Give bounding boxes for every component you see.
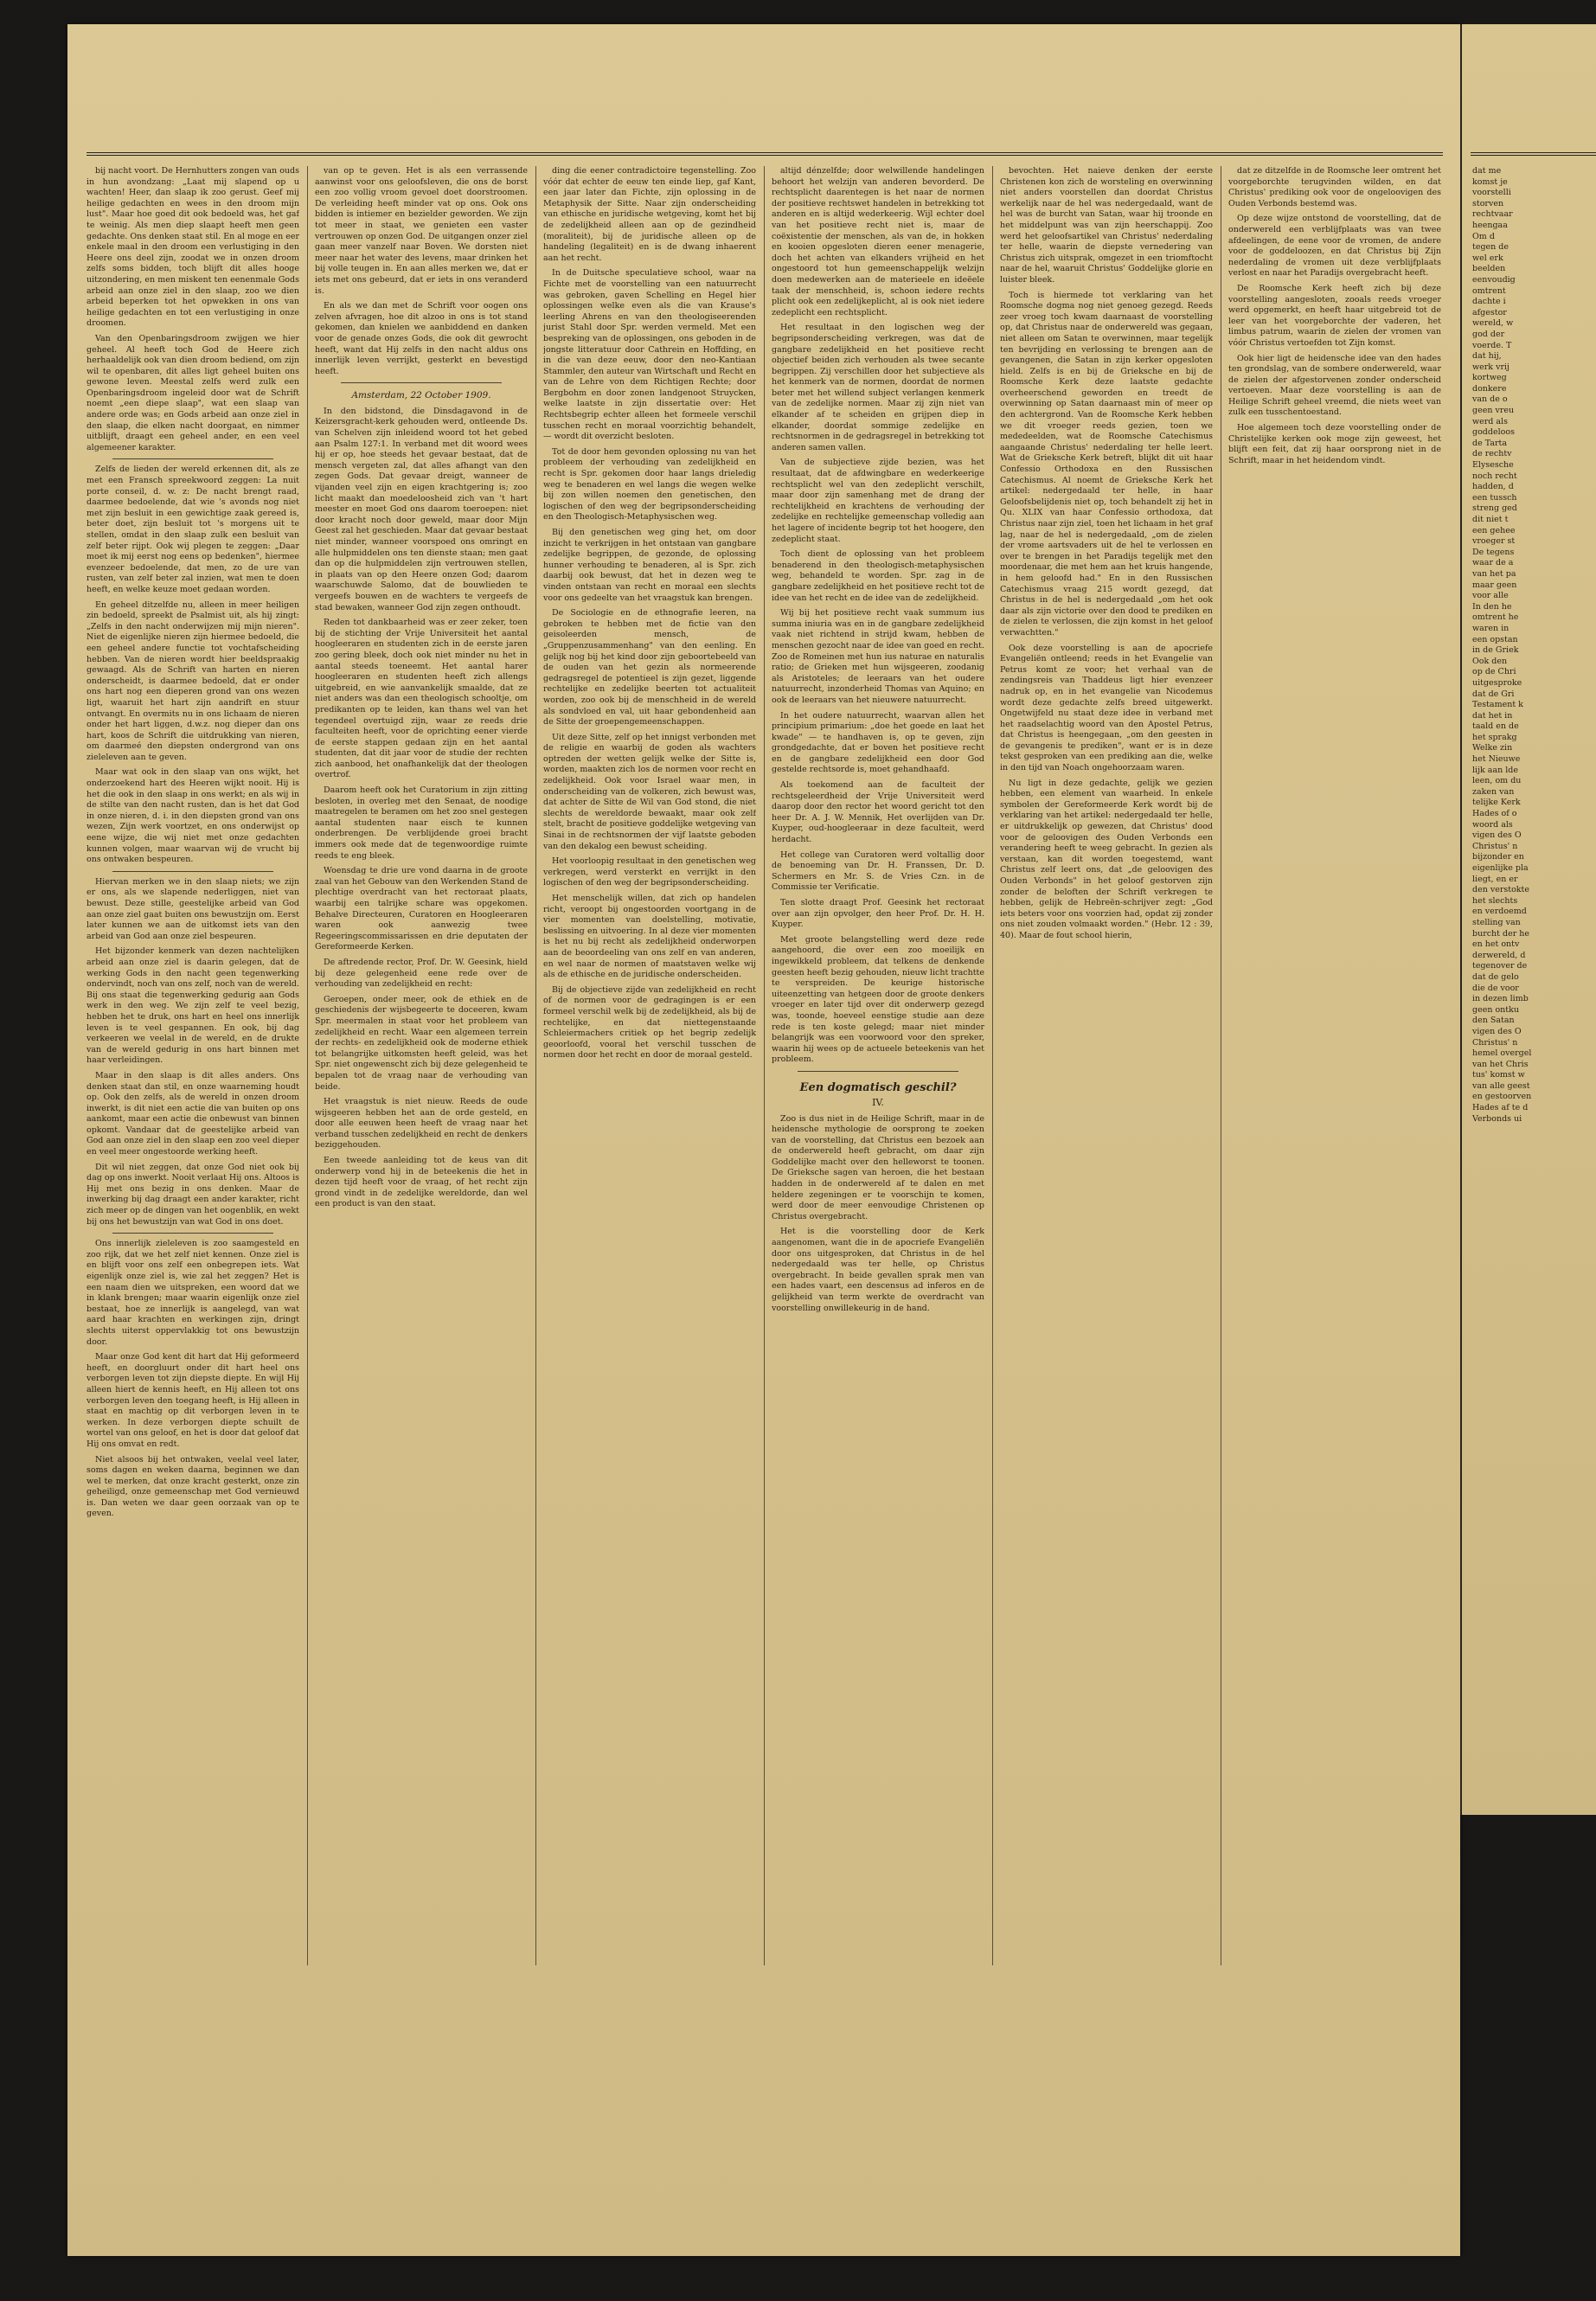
column-rule	[992, 166, 993, 1965]
fragment-line: waren in	[1472, 623, 1509, 633]
paragraph: Zelfs de lieden der wereld erkennen dit, als ze met een Fransch spreekwoord zeggen: La nuit porte conseil, d. w. z: De nacht brengt raad, daarmee bedoelende, dat wie 's avonds nog niet met zijn besluit in een gewichtige zaak gereed is, beter doet, zijn besluit tot 's morgens uit te stellen, omdat in den slaap zulk een besluit van zelf beter rijpt. Ook wij plegen te zeggen: „Daar moet ik mij eerst nog eens op bedenken", hiermee evenzeer bedoelende, dat men, zo de ure van rusten, van zelf beter zal inzien, wat men te doen heeft, en welke keuze moet gedaan worden.	[87, 465, 299, 594]
fragment-line: tegenover de	[1472, 961, 1528, 971]
fragment-line: heengaa	[1472, 220, 1508, 230]
paragraph: Op deze wijze ontstond de voorstelling, dat de onderwereld een verblijfplaats was van twee afdeelingen, de eene voor de vromen, de andere voor de goddeloozen, en dat Christus bij Zijn nederdaling de vromen uit deze verblijfplaats verlost en naar het Paradijs overgebracht heeft.	[1228, 214, 1441, 279]
fragment-line: van het Chris	[1472, 1059, 1529, 1069]
fragment-line: de rechtv	[1472, 449, 1512, 459]
fragment-line: van de o	[1472, 394, 1508, 405]
paragraph: altijd dénzelfde; door welwillende handelingen behoort het welzijn van anderen bevorderd. De rechtsplicht daarentegen is het naar de normen der positieve rechtswet handelen in betrekking tot anderen en is altijd wederkeerig. Wijl echter doel van het positieve recht niet is, maar de coëxistentie der menschen, als van de, in hokken en kooien opgesloten dieren eener menagerie, doch het achten van elkanders vrijheid en het ongestoord tot hun gemeenschappelijk welzijn doen medewerken aan de materieele en ideëele taak der menschheid, is, schoon iedere rechts plicht ook een zedelijkeplicht, al is ook niet iedere zedeplicht een rechtsplicht.	[772, 166, 984, 317]
paragraph: Van den Openbaringsdroom zwijgen we hier geheel. Al heeft toch God de Heere zich herhaaldelijk ook van dien droom bediend, om zijn wil te openbaren, dit alles ligt geheel buiten ons gewone leven. Meestal zelfs werd zulk een Openbaringsdroom ingeleid door wat de Schrift noemt „een diepe slaap", wat een slaap van andere orde was; en Gods arbeid aan onze ziel in den slaap, die elken nacht doorgaat, en nimmer uitblijft, draagt een geheel ander, en een veel algemeener karakter.	[87, 333, 299, 452]
paragraph: Nu ligt in deze gedachte, gelijk we gezien hebben, een element van waarheid. In enkele symbolen der Gereformeerde Kerk wordt bij de verklaring van het artikel: nedergedaald ter helle, er uitdrukkelijk op gewezen, dat Christus' dood voor de geloovigen des Ouden Verbonds een verandering heeft te weeg gebracht. In gezien als verstaan, kan dit worden toegestemd, want Christus zelf leert ons, dat „de geloovigen des Ouden Verbonds" in het geloof gestorven zijn zonder de beloften der Schrift verkregen te hebben, gelijk de Hebreën-schrijver zegt: „God iets beters voor ons voorzien had, opdat zij zonder ons niet zouden volmaakt worden." (Hebr. 12 : 39, 40). Maar de fout school hierin,	[1000, 778, 1213, 940]
column-6	[1228, 166, 1441, 1965]
paragraph: De Roomsche Kerk heeft zich bij deze voorstelling aangesloten, zooals reeds vroeger werd opgemerkt, en heeft haar uitgebreid tot de leer van het voorgeborchte der vaderen, het limbus patrum, waarin de zielen der vromen van vóór Christus vertoefden tot Zijn komst.	[1228, 283, 1441, 348]
paragraph: Toch is hiermede tot verklaring van het Roomsche dogma nog niet genoeg gezegd. Reeds zeer vroeg toch kwam daarnaast de voorstelling op, dat Christus naar de onderwereld was gegaan, niet alleen om Satan te overwinnen, maar tegelijk ten bevrijding en verlossing te brengen aan de gevangenen, die Satan in zijn kerker opgesloten hield. Zelfs is en bij de Grieksche en bij de Roomsche Kerk deze laatste gedachte overheerschend geworden en treedt de overwinning op Satan daarnaast min of meer op den achtergrond. Van de Roomsche Kerk hebben we dit vroeger reeds gezien, toen we mededeelden, wat de Roomsche Catechismus aangaande Christus' nederdaling ter helle leert. Wat de Grieksche Kerk betreft, blijkt dit uit haar Confessio Orthodoxa en den Russischen Catechismus. Al noemt de Grieksche Kerk het artikel: nedergedaald ter helle, in haar Geloofsbelijdenis niet op, toch behandelt zij het in Qu. XLIX van haar Confessio orthodoxa, dat Christus naar zijn ziel, toen het lichaam in het graf lag, naar de hel is nedergedaald, „om de zielen der vrome aartsvaders uit de hel te verlossen en over te brengen in het Paradijs tegelijk met den moordenaar, die met hem aan het kruis hangende, in hem geloofd had." En in den Russischen Catechismus vraag 215 wordt gezegd, dat Christus in de hel is nedergedaald „om het ook daar als zijn victorie over den dood te prediken en de zielen te verlossen, die zijn komst in het geloof verwachtten."	[1000, 290, 1213, 638]
paragraph: Ook deze voorstelling is aan de apocriefe Evangeliën ontleend; reeds in het Evangelie van Petrus komt ze voor; het verhaal van de zendingsreis van Thaddeus ligt hier evenzeer nadruk op, en in het evangelie van Nicodemus wordt deze gedachte zelfs breed uitgewerkt. Ongetwijfeld nu staat deze idee in verband met het raadselachtig woord van den Apostel Petrus, dat Christus is heengegaan, „om den geesten in de gevangenis te prediken", want er is in deze tekst gesproken van een prediking aan die, welke in den tijd van Noach ongehoorzaam waren.	[1000, 643, 1213, 773]
fragment-line: rechtvaar	[1472, 209, 1513, 220]
paragraph: Ten slotte draagt Prof. Geesink het rectoraat over aan zijn opvolger, den heer Prof. Dr. H. H. Kuyper.	[772, 898, 984, 930]
fragment-line: beelden	[1472, 264, 1506, 274]
fragment-line: eigenlijke pla	[1472, 863, 1529, 873]
fragment-line: Testament k	[1472, 700, 1523, 710]
paragraph: Dit wil niet zeggen, dat onze God niet ook bij dag op ons inwerkt. Nooit verlaat Hij ons. Altoos is Hij met ons bezig in ons denken. Maar de inwerking bij dag draagt een ander karakter, richt zich meer op de dingen van het oogenblik, en wekt bij ons het bewustzijn van wat God in ons doet.	[87, 1162, 299, 1227]
fragment-line: voerde. T	[1472, 340, 1512, 350]
paragraph: Daarom heeft ook het Curatorium in zijn zitting besloten, in overleg met den Senaat, de noodige maatregelen te beramen om het zoo snel gestegen aantal studenten naar eisch te kunnen onderbrengen. De verblijdende groei bracht immers ook mede dat de tegenwoordige ruimte reeds te eng bleek.	[315, 785, 528, 861]
fragment-line: derwereld, d	[1472, 950, 1526, 960]
paragraph: In den bidstond, die Dinsdagavond in de Keizersgracht-kerk gehouden werd, ontleende Ds. van Schelven zijn inleidend woord tot het gebed aan Psalm 127:1. In verband met dit woord wees hij er op, hoe steeds het gevaar bestaat, dat de mensch vergeten zal, dat alles afhangt van den zegen Gods. Dat gevaar dreigt, wanneer de vijanden veel zijn en eigen krachtgering is; zoo licht maakt dan moedeloosheid zich van 't hart meester en moet God ons daarom toeroepen: niet door kracht noch door geweld, maar door Mijn Geest zal het geschieden. Maar dat gevaar bestaat niet minder, wanneer voorspoed ons omringt en alle hulpmiddelen ons ten dienste staan; men gaat dan op die hulpmiddelen zijn vertrouwen stellen, in plaats van op den Heere onzen God; daarom waarschuwde Salomo, dat de bouwlieden te vergeefs bouwen en de wachters te vergeefs de stad bewaken, wanneer God zijn zegen onthoudt.	[315, 406, 528, 612]
fragment-line: telijke Kerk	[1472, 798, 1521, 808]
text-columns	[87, 166, 1443, 1965]
paragraph: Van de subjectieve zijde bezien, was het resultaat, dat de afdwingbare en wederkeerige rechtsplicht wel van den zedeplicht verschilt, maar door zijn samenhang met de drang der rechtelijkheid en krachtens de verhouding der zedelijke en rechtelijke gemeenschap volledig aan het lagere of incidente begrip tot het hoogere, den zedeplicht staat.	[772, 458, 984, 544]
fragment-line: waar de a	[1472, 558, 1514, 568]
fragment-line: en verdoemd	[1472, 907, 1527, 917]
fragment-line: en gestoorven	[1472, 1092, 1532, 1102]
fragment-line: dat hij,	[1472, 351, 1502, 362]
fragment-line: vigen des O	[1472, 830, 1522, 841]
fragment-line: een opstan	[1472, 634, 1518, 644]
paragraph: bevochten. Het naieve denken der eerste Christenen kon zich de worsteling en overwinning niet anders voorstellen dan doordat Christus werkelijk naar de hel was nedergedaald, want de hel was de burcht van Satan, waar hij troonde en het middelpunt was van zijn heerschappij. Zoo werd het geloofsartikel van Christus' nederdaling ter helle, waarin de diepste vernedering van Christus zich uitsprak, omgezet in een triomftocht naar de hel, waaruit Christus' Goddelijke glorie en luister bleek.	[1000, 166, 1213, 285]
fragment-line: van alle geest	[1472, 1080, 1530, 1091]
fragment-line: bijzonder en	[1472, 852, 1524, 862]
fragment-line: het Nieuwe	[1472, 754, 1521, 765]
fragment-line: maar geen	[1472, 580, 1517, 590]
fragment-line: omtrent	[1472, 285, 1506, 296]
fragment-line: werd als	[1472, 416, 1508, 426]
paragraph: Toch dient de oplossing van het probleem benaderend in den theologisch-metaphysischen weg, behandeld te worden. Spr. zag in de gangbare zedelijkheid en het positieve recht tot de idee van het recht en de idee van de zedelijkheid.	[772, 549, 984, 603]
paragraph: Wij bij het positieve recht vaak summum ius summa iniuria was en in de gangbare zedelijkheid vaak niet richtend in strijd kwam, hebben de menschen gezocht naar de idee van goed en recht. Zoo de Romeinen met hun ius naturae en naturalis ratio; de Grieken met hun wijsgeeren, zoodanig als Aristoteles; de leeraars van het oudere natuurrecht, inzonderheid Thomas van Aquino; en ook de leeraars van het nieuwere natuurrecht.	[772, 608, 984, 705]
paragraph: Maar onze God kent dit hart dat Hij geformeerd heeft, en doorgluurt onder dit hart heel ons verborgen leven tot zijn diepste diepte. En wijl Hij alleen hiert de kennis heeft, en Hij alleen tot ons verborgen leven den toegang heeft, is Hij alleen in staat en machtig op dit verborgen leven in te werken. In deze verborgen diepte schuilt de wortel van ons geloof, en het is door dat geloof dat Hij ons omvat en redt.	[87, 1352, 299, 1449]
paragraph: dat ze ditzelfde in de Roomsche leer omtrent het voorgeborchte terugvinden wilden, en dat Christus' prediking ook voor de ongeloovigen des Ouden Verbonds bestemd was.	[1228, 166, 1441, 208]
paragraph: Het vraagstuk is niet nieuw. Reeds de oude wijsgeeren hebben het aan de orde gesteld, en door alle eeuwen heen heeft de vraag naar het verband tusschen zedelijkheid en recht de denkers beziggehouden.	[315, 1097, 528, 1150]
fragment-line: burcht der he	[1472, 928, 1530, 939]
fragment-line: goddeloos	[1472, 427, 1515, 438]
paragraph: Met groote belangstelling werd deze rede aangehoord, die over een zoo moeilijk en ingewikkeld probleem, dat telkens de denkende geesten heeft bezig gehouden, nieuw licht trachtte te verspreiden. De keurige historische uiteenzetting van hetgeen door de groote denkers vroeger en later tijd over dit onderwerp gezegd was, toonde, hoeveel eenstige studie aan deze rede is ten koste gelegd; maar niet minder belangrijk was een voorwoord voor den spreker, waarin hij wees op de actueele beteekenis van het probleem.	[772, 934, 984, 1065]
fragment-line: voor alle	[1472, 591, 1509, 601]
paragraph: Reden tot dankbaarheid was er zeer zeker, toen bij de stichting der Vrije Universiteit het aantal hoogleeraren en studenten zich in de eerste jaren zoo gering bleek, doch ook niet minder nu het in aantal steeds toeneemt. Het aantal harer hoogleeraren en studenten heeft zich allengs uitgebreid, en wie aanvankelijk smaalde, dat ze niet anders was dan een theologisch schooltje, om predikanten op te leiden, kan thans wel van het tegendeel overtuigd zijn, waar ze reeds drie faculteiten heeft, voor de oprichting eener vierde de eerste stappen gedaan zijn en het aantal studenten, dat dit jaar voor de studie der rechten zich aanbood, het onafhankelijk dat der theologen overtrof.	[315, 618, 528, 780]
column-2	[315, 166, 528, 1965]
fragment-line: uitgesproke	[1472, 677, 1522, 688]
fragment-line: Christus' n	[1472, 841, 1518, 851]
paragraph: Ook hier ligt de heidensche idee van den hades ten grondslag, van de sombere onderwereld, waar de zielen der afgestorvenen zonder onderscheid vertoeven. Maar deze voorstelling is aan de Heilige Schrift geheel vreemd, die niets weet van zulk een tusschentoestand.	[1228, 353, 1441, 418]
dateline: Amsterdam, 22 October 1909.	[351, 390, 491, 401]
fragment-line: een gehee	[1472, 525, 1516, 535]
paragraph: Tot de door hem gevonden oplossing nu van het probleem der verhouding van zedelijkheid en recht is Spr. gekomen door haar langs drieledig weg te benaderen en wel langs die wegen welke bij zon willen noemen den genetischen, den logischen of den weg der begripsonderscheiding en den Theologisch-Metaphysischen weg.	[543, 446, 756, 522]
section-number: IV.	[872, 1096, 884, 1108]
fragment-line: lijk aan lde	[1472, 765, 1519, 775]
fragment-line: Verbonds ui	[1472, 1113, 1522, 1124]
paragraph: De aftredende rector, Prof. Dr. W. Geesink, hield bij deze gelegenheid eene rede over de verhouding van zedelijkheid en recht:	[315, 957, 528, 990]
fragment-line: storven	[1472, 198, 1504, 208]
fragment-line: dachte i	[1472, 297, 1506, 307]
fragment-line: werk vrij	[1472, 362, 1509, 372]
fragment-line: Welke zin	[1472, 743, 1513, 753]
paragraph: En geheel ditzelfde nu, alleen in meer heiligen zin bedoeld, spreekt de Psalmist uit, als hij zingt: „Zelfs in den nacht onderwijzen mij mijn nieren". Niet de eigenlijke nieren zijn hiermee bedoeld, die een geheel andere functie tot vochtafscheiding hebben. Van de nieren wordt hier beeldspraakig gewaagd. Als de Schrift van harten en nieren onderscheidt, is daarmee bedoeld, dat er onder ons hart nog een dieperen grond van ons wezen ligt, waaruit het hart zijn aandrift en stuur ontvangt. En overmits nu in ons lichaam de nieren onder het hart liggen, d.w.z. nog dieper dan ons hart, koos de Schrift die uitdrukking van nieren, om daarmeé den diepsten ondergrond van ons zieleleven aan te geven.	[87, 599, 299, 762]
paragraph: Ons innerlijk zieleleven is zoo saamgesteld en zoo rijk, dat we het zelf niet kennen. Onze ziel is en blijft voor ons zelf een onbegrepen iets. Wat eigenlijk onze ziel is, wie zal het zeggen? Het is een naam dien we uitspreken, een woord dat we in klank brengen; maar waarin eigenlijk onze ziel bestaat, hoe ze innerlijk is aangelegd, van wat aard haar krachten en werkingen zijn, dringt slechts uiterst oppervlakkig tot ons bewustzijn door.	[87, 1239, 299, 1347]
paragraph: Geroepen, onder meer, ook de ethiek en de geschiedenis der wijsbegeerte te doceeren, kwam Spr. meermalen in staat voor het probleem van zedelijkheid en recht. Waar een algemeen terrein der rechts- en zedelijkheid ook de moderne ethiek tot belangrijke uitkomsten heeft geleid, was het Spr. niet ongewenscht zich bij deze gelegenheid te bepalen tot de vraag naar de verhouding van beide.	[315, 994, 528, 1092]
section-heading: Een dogmatisch geschil?	[799, 1080, 957, 1094]
column-rule	[307, 166, 308, 1965]
column-rule	[764, 166, 765, 1965]
paragraph: Het menschelijk willen, dat zich op handelen richt, veroopt bij ongestoorden voortgang in de vier momenten van doelstelling, motivatie, beslissing en uitvoering. In al deze vier momenten is het nu bij recht als zedelijkheid onderworpen aan de beoordeeling van ons zelf en van anderen, en wel naar de normen of maatstaven welke wij als de ethische en de juridische onderscheiden.	[543, 894, 756, 980]
column-1	[87, 166, 299, 1965]
fragment-line: Om d	[1472, 231, 1495, 241]
fragment-line: de Tarta	[1472, 438, 1508, 448]
paragraph: Hoe algemeen toch deze voorstelling onder de Christelijke kerken ook moge zijn geweest, het blijft een feit, dat zij haar oorsprong niet in de Schrift, maar in het heidendom vindt.	[1228, 423, 1441, 465]
header-double-rule	[87, 152, 1443, 156]
paragraph: De Sociologie en de ethnografie leeren, na gebroken te hebben met de fictie van den geisoleerden mensch, de „Gruppenzusammenhang" van den eenling. En gelijk nog bij het kind door zijn geboortebeeld van de ouden van het gezin als normeerende gedragsregel de potentieel is zijn gezet, liggende rechtelijke en zedelijke beerten tot actualiteit worden, zoo ook bij de menschheid in de wereld als sondvloed en val, uit haar gebondenheid aan de Sitte der groepengemeenschappen.	[543, 608, 756, 727]
fragment-line: komst je	[1472, 176, 1508, 187]
column-rule	[535, 166, 536, 1965]
fragment-line: liegt, en er	[1472, 874, 1518, 884]
fragment-line: Hades af te d	[1472, 1103, 1529, 1113]
paragraph: Zoo is dus niet in de Heilige Schrift, maar in de heidensche mythologie de oorsprong te zoeken van de voorstelling, dat Christus een bezoek aan de onderwereld heeft gebracht, om daar zijn Goddelijke macht over den helleworst te toonen. De Grieksche sagen van heroen, die het bestaan hadden in de onderwereld af te dalen en met heldere zegeningen er te voorschijn te komen, werd door de meer eenvoudige Christenen op Christus overgebracht.	[772, 1113, 984, 1221]
fragment-line: den Satan	[1472, 1016, 1515, 1026]
fragment-line: De tegens	[1472, 547, 1515, 557]
facing-page-text	[1472, 166, 1593, 1125]
fragment-line: eenvoudig	[1472, 274, 1516, 285]
fragment-line: dat de Gri	[1472, 689, 1515, 699]
fragment-line: hemel overgel	[1472, 1048, 1532, 1059]
fragment-line: hadden, d	[1472, 482, 1514, 492]
paragraph: Bij de objectieve zijde van zedelijkheid en recht of de normen voor de gedragingen is er een formeel verschil welk bij de zedelijkheid, als bij de rechtelijke, en dat niettegenstaande Schleiermachers critiek op het begrip zedelijk geoorloofd, vooral het verschil tusschen de normen door het recht en door de moraal gesteld.	[543, 984, 756, 1061]
fragment-line: Elysesche	[1472, 460, 1514, 471]
fragment-line: het slechts	[1472, 895, 1518, 906]
fragment-line: vroeger st	[1472, 536, 1516, 547]
fragment-line: streng ged	[1472, 503, 1517, 514]
paragraph: Maar in den slaap is dit alles anders. Ons denken staat dan stil, en onze waarneming houdt op. Ook den zelfs, als de wereld in onzen droom inwerkt, is dit niet een actie die van buiten op ons aankomt, maar een actie die onbewust van binnen opkomt. Vandaar dat de geestelijke arbeid van God aan onze ziel in den slaap een zoo veel dieper en veel meer ongestoorde werking heeft.	[87, 1070, 299, 1157]
fragment-line: en het ontv	[1472, 939, 1520, 950]
paragraph: Het resultaat in den logischen weg der begripsonderscheiding verkregen, was dat de gangbare zedelijkheid en het positieve recht objectief beiden zich verhouden als twee secante begrippen. Zij verschillen door het subjectieve als het kenmerk van de normen, doordat de normen beter met het willend subject verlangen kenmerk van de zedelijke normen. Maar zij zijn niet van elkander af te scheiden en grijpen diep in elkander, doordat sommige zedelijke en rechtsnormen in de gedragsregel in betrekking tot anderen samen vallen.	[772, 323, 984, 452]
fragment-line: op de Chri	[1472, 667, 1516, 677]
header-double-rule	[1471, 152, 1596, 156]
paragraph: Het bijzonder kenmerk van dezen nachtelijken arbeid aan onze ziel is daarin gelegen, dat de werking Gods in den nacht geen tegenwerking ondervindt, noch van ons zelf, noch van de wereld. Bij ons staat die tegenwerking gedurig aan Gods werk in den weg. We zijn zelf te veel bezig, hebben het te druk, ons hart en heel ons innerlijk leven is te veel gespannen. En ook, bij dag verkeeren we veelal in de wereld, en de drukte van de wereld gedurig in ons hart binnen met haar verleidingen.	[87, 946, 299, 1066]
divider	[798, 1071, 958, 1072]
fragment-line: in dezen limb	[1472, 994, 1529, 1004]
paragraph: Het is die voorstelling door de Kerk aangenomen, want die in de apocriefe Evangeliën door ons uitgesproken, dat Christus in de hel nedergedaald was ter helle, op Christus overgebracht. In beide gevallen sprak men van een hades vaart, een descensus ad inferos en de gelijkheid van term werkte de overdracht van voorstelling onwillekeurig in de hand.	[772, 1227, 984, 1313]
fragment-line: wel erk	[1472, 253, 1503, 263]
fragment-line: woord als	[1472, 819, 1513, 830]
fragment-line: dit niet t	[1472, 515, 1509, 524]
fragment-line: afgestor	[1472, 307, 1507, 317]
divider	[341, 382, 502, 383]
paragraph: ding die eener contradictoire tegenstelling. Zoo vóór dat echter de eeuw ten einde liep, gaf Kant, een jaar later dan Fichte, zijn oplossing in de Metaphysik der Sitte. Naar zijn onderscheiding van ethische en juridische wetgeving, komt het bij de zedelijkheid alleen aan op de gezindheid (moraliteit), bij de juridische alleen op de handeling (legaliteit) en is de dwang inhaerent aan het recht.	[543, 166, 756, 263]
fragment-line: het sprakg	[1472, 732, 1517, 742]
fragment-line: van het pa	[1472, 568, 1516, 579]
fragment-line: kortweg	[1472, 373, 1507, 383]
paragraph: Woensdag te drie ure vond daarna in de groote zaal van het Gebouw van den Werkenden Stand de plechtige overdracht van het rectoraat plaats, waarbij een talrijke schare was opgekomen. Behalve Directeuren, Curatoren en Hoogleeraren waren ook aanwezig twee Regeeringscommissarissen en drie deputaten der Gereformeerde Kerken.	[315, 866, 528, 952]
fragment-line: donkere	[1472, 383, 1507, 394]
fragment-line: dat het in	[1472, 710, 1513, 721]
divider	[112, 1233, 273, 1234]
fragment-line: tegen de	[1472, 242, 1509, 253]
fragment-line: vigen des O	[1472, 1026, 1522, 1036]
paragraph: Het voorloopig resultaat in den genetischen weg verkregen, werd versterkt en verrijkt in den logischen of den weg der begripsonderscheiding.	[543, 856, 756, 888]
fragment-line: geen ontku	[1472, 1004, 1519, 1015]
facing-page-fragment	[1460, 24, 1596, 1815]
column-5	[1000, 166, 1213, 1965]
fragment-line: stelling van	[1472, 917, 1521, 927]
divider	[112, 871, 273, 872]
paragraph: Bij den genetischen weg ging het, om door inzicht te verkrijgen in het ontstaan van gangbare zedelijke begrippen, de gezonde, de oplossing hunner verhouding te benaderen, al is Spr. zich daarbij ook bewust, dat het in dezen weg te vinden ontstaan van recht en moraal een slechts voor ons gedeelte van het vraagstuk kan brengen.	[543, 528, 756, 603]
fragment-line: den verstokte	[1472, 885, 1529, 895]
paragraph: Hiervan merken we in den slaap niets; we zijn er ons, als we slapende nederliggen, niet van bewust. Deze stille, geestelijke arbeid van God aan onze ziel gaat buiten ons bewustzijn om. Eerst later kunnen we aan de uitkomst iets van den arbeid van God aan onze ziel bespeuren.	[87, 876, 299, 941]
fragment-line: dat me	[1472, 166, 1502, 176]
fragment-line: wereld, w	[1472, 318, 1514, 329]
paragraph: Een tweede aanleiding tot de keus van dit onderwerp vond hij in de beteekenis die het in dezen tijd heeft voor de vraag, of het recht zijn grond vindt in de zedelijke wereldorde, dan wel een product is van den staat.	[315, 1156, 528, 1209]
paragraph: In de Duitsche speculatieve school, waar na Fichte met de voorstelling van een natuurrecht was gebroken, gaven Schelling en Hegel hier oplossingen welke even als die van Krause's leerling Ahrens en van den theologiseerenden jurist Stahl door Spr. werden vermeld. Met een bespreking van de oplossingen, ons geboden in de jongste litteratuur door Cathrein en Hoffding, en in die van deze eeuw, door den neo-Kantiaan Stammler, den auteur van Wirtschaft und Recht en van de Lehre von dem Richtigen Rechte; door Bergbohm en door zonen landgenoot Struycken, welke laatste in zijn dissertatie over: Het Rechtsbegrip echter alleen het formeele verschil tusschen recht en moraal voorzichtig behandelt, — wordt dit overzicht besloten.	[543, 268, 756, 442]
fragment-line: omtrent he	[1472, 612, 1519, 623]
divider	[112, 458, 273, 459]
paragraph: Het college van Curatoren werd voltallig door de benoeming van Dr. H. Franssen, Dr. D. Schermers en Mr. S. de Vries Czn. in de Commissie ter Verificatie.	[772, 849, 984, 893]
paragraph: En als we dan met de Schrift voor oogen ons zelven afvragen, hoe dit alzoo in ons is tot stand gekomen, dan knielen we aanbiddend en danken voor de genade onzes Gods, die ook dit gewrocht heeft, want dat Hij zelfs in den nacht aldus ons innerlijk leven verrijkt, gesterkt en bevestigd heeft.	[315, 301, 528, 376]
paragraph: In het oudere natuurrecht, waarvan allen het principium primarium: „doe het goede en laat het kwade" — te handhaven is, op te geven, zijn grondgedachte, dat er boven het positieve recht en de gangbare zedelijkheid een door God gestelde rechtsorde is, moet gehandhaafd.	[772, 710, 984, 775]
fragment-line: in de Griek	[1472, 645, 1519, 656]
fragment-line: tus' komst w	[1472, 1070, 1525, 1080]
fragment-line: leen, om du	[1472, 776, 1522, 786]
paragraph: Uit deze Sitte, zelf op het innigst verbonden met de religie en waarbij de goden als wachters optreden der wetten gelijk welke der Sitte is, worden, maakten zich los de normen voor recht en zedelijkheid. Ook voor Israel waar men, in onderscheiding van de volkeren, zich bewust was, dat achter de Sitte de Wil van God stond, die niet slechts de wereldorde bewaakt, maar ook zelf stelt, bracht de positieve goddelijke wetgeving van Sinai in de rechtsnormen der vijf laatste geboden van den dekalog een bewust scheiding.	[543, 732, 756, 851]
fragment-line: taald en de	[1472, 721, 1519, 732]
fragment-line: die de voor	[1472, 983, 1519, 993]
fragment-line: dat de gelo	[1472, 971, 1519, 982]
fragment-line: noch recht	[1472, 471, 1517, 481]
fragment-line: zaken van	[1472, 786, 1515, 797]
fragment-line: In den he	[1472, 601, 1512, 612]
paragraph: van op te geven. Het is als een verrassende aanwinst voor ons geloofsleven, die ons de borst een zoo vollig vroom gevoel doet doorstroomen. De verleiding heeft minder vat op ons. Ook ons bidden is intiemer en bezielder geworden. We zijn tot meer in staat, we genieten een vaster vertrouwen op onzen God. De uitgangen onzer ziel gaan meer vanzelf naar Boven. We dorsten niet meer naar het water des levens, maar drinken het bij volle teugen in. En aan alles merken we, dat er iets met ons gebeurd, dat er iets in ons veranderd is.	[315, 166, 528, 296]
paragraph: Niet alsoos bij het ontwaken, veelal veel later, soms dagen en weken daarna, beginnen we dan wel te merken, dat onze kracht gesterkt, onze zin geheiligd, onze gemeenschap met God vernieuwd is. Dan weten we daar geen oorzaak van op te geven.	[87, 1454, 299, 1519]
fragment-line: Christus' n	[1472, 1037, 1518, 1048]
fragment-line: Ook den	[1472, 656, 1508, 666]
newspaper-page	[67, 24, 1460, 2256]
fragment-line: voorstelli	[1472, 188, 1511, 198]
fragment-line: geen vreu	[1472, 406, 1515, 416]
paragraph: Maar wat ook in den slaap van ons wijkt, het onderzoekend hart des Heeren wijkt nooit. Hij is het die ook in den slaap in ons werkt; en als wij in de stilte van den nacht rusten, dan is het dat God in onze nieren, d. i. in den diepsten grond van ons wezen, Zijn werk voortzet, en ons onderwijst op eene wijze, die wij niet met onze gedachten kunnen volgen, maar waarvan wij de vrucht bij ons ontwaken bespeuren.	[87, 767, 299, 865]
column-4	[772, 166, 984, 1965]
paragraph: Als toekomend aan de faculteit der rechtsgeleerdheid der Vrije Universiteit werd daarop door den rector het woord gericht tot den heer Dr. A. J. W. Mennik, Het overlijden van Dr. Kuyper, oud-hoogleeraar in deze faculteit, werd herdacht.	[772, 780, 984, 845]
fragment-line: een tussch	[1472, 492, 1517, 503]
fragment-line: god der	[1472, 329, 1505, 339]
column-3	[543, 166, 756, 1965]
paragraph: bij nacht voort. De Hernhutters zongen van ouds in hun avondzang: „Laat mij slapend op u wachten! Heer, dan slaap ik zoo gerust. Geef mij heilige gedachten en wees in den droom mijn lust". Maar hoe goed dit ook bedoeld was, het gaf te weinig. Als men diep slaapt heeft men geen gedachte. Ons denken staat stil. En al moge en eer enkele maal in den droom een verlustiging in den Heere ons deel zijn, zoodat we in onzen droom zelfs soms bidden, toch blijft dit alles hooge uitzondering, en men miskent ten eenenmale Gods arbeid aan onze ziel in den slaap, zoo we dien arbeid beperken tot het opwekken in ons van heilige gedachten en tot een verlustiging in onze droomen.	[87, 166, 299, 329]
fragment-line: Hades of o	[1472, 809, 1517, 819]
